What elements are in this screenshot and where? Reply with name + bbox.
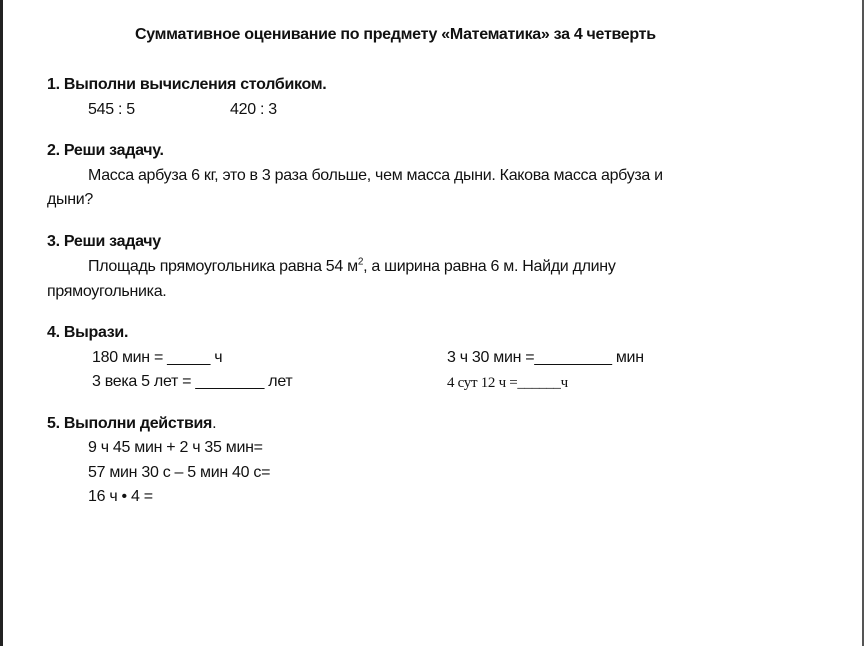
task-5-item: 16 ч • 4 = (88, 488, 153, 505)
task-2-heading: 2. Реши задачу. (47, 142, 164, 159)
task-1-heading: 1. Выполни вычисления столбиком. (47, 76, 327, 93)
task-5-heading-dot: . (212, 415, 217, 432)
task-2-text: Масса арбуза 6 кг, это в 3 раза больше, чем масса дыни. Какова масса арбуза и (88, 167, 663, 184)
task-3-text-b: , а ширина равна 6 м. Найди длину (363, 258, 616, 275)
task-4-item: 3 ч 30 мин =_________ мин (447, 349, 644, 366)
task-5-item: 9 ч 45 мин + 2 ч 35 мин= (88, 439, 263, 456)
task-3-heading: 3. Реши задачу (47, 233, 161, 250)
task-2-text: дыни? (47, 191, 94, 208)
left-border (0, 0, 3, 646)
task-4-heading: 4. Вырази. (47, 324, 129, 341)
task-4-item: 180 мин = _____ ч (92, 349, 223, 366)
task-5-item: 57 мин 30 с – 5 мин 40 с= (88, 464, 271, 481)
task-3-text-a: Площадь прямоугольника равна 54 м (88, 258, 358, 275)
document-title: Суммативное оценивание по предмету «Математика» за 4 четверть (135, 26, 656, 43)
task-5-heading-text: 5. Выполни действия (47, 415, 213, 432)
task-4-item: 4 сут 12 ч =______ч (447, 375, 568, 391)
task-3-text (88, 257, 616, 277)
task-4-item: 3 века 5 лет = ________ лет (92, 373, 293, 390)
task-3-text: прямоугольника. (47, 283, 167, 300)
task-1-item: 420 : 3 (230, 101, 277, 118)
superscript: 2 (357, 256, 364, 268)
task-5-heading (47, 414, 216, 434)
task-1-item: 545 : 5 (88, 101, 135, 118)
